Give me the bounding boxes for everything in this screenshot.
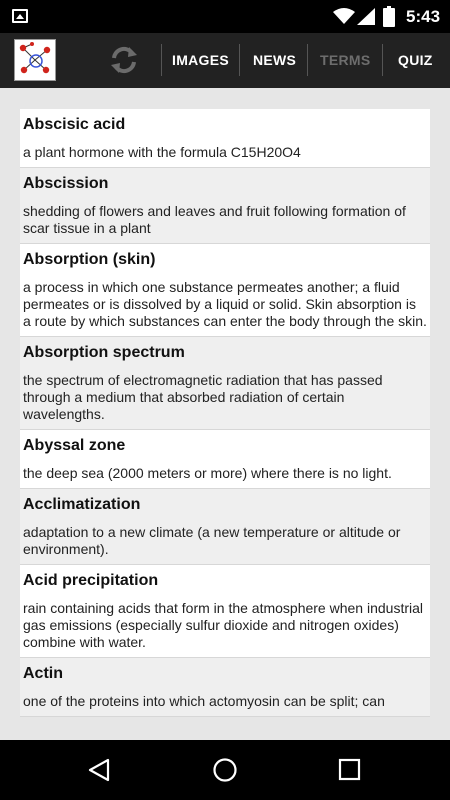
home-icon[interactable] [211, 757, 239, 785]
tab-divider [382, 44, 383, 76]
status-bar [0, 0, 450, 33]
term-definition: a plant hormone with the formula C15H20O4 [23, 144, 301, 160]
list-item[interactable] [20, 658, 430, 717]
action-bar [0, 33, 450, 88]
terms-list-view[interactable] [0, 88, 450, 740]
term-title: Absorption (skin) [23, 251, 156, 268]
term-title: Abyssal zone [23, 437, 126, 454]
term-title: Abscisic acid [23, 116, 126, 133]
term-definition: adaptation to a new climate (a new temperature or altitude or environment). [23, 524, 401, 557]
battery-icon [383, 6, 395, 27]
term-definition: rain containing acids that form in the atmosphere when industrial gas emissions (especially sulfur dioxide and nitrogen oxides) combine with water. [23, 600, 423, 650]
list-item[interactable] [20, 337, 430, 430]
refresh-icon[interactable] [108, 45, 140, 75]
tab-divider [161, 44, 162, 76]
term-definition: one of the proteins into which actomyosin can be split; can [23, 693, 385, 709]
list-item[interactable] [20, 430, 430, 489]
signal-icon [357, 8, 375, 25]
molecule-icon [15, 40, 55, 80]
term-title: Acclimatization [23, 496, 141, 513]
app-logo-icon[interactable] [14, 39, 56, 81]
recents-icon[interactable] [338, 757, 362, 783]
tab-divider [239, 44, 240, 76]
list-item[interactable] [20, 244, 430, 337]
term-definition: the spectrum of electromagnetic radiation that has passed through a medium that absorbed radiation of certain wavelengths. [23, 372, 383, 422]
term-definition: a process in which one substance permeates another; a fluid permeates or is dissolved by a liquid or solid. Skin absorption is a route by which substances can enter the body through the skin. [23, 279, 427, 329]
wifi-icon [333, 8, 355, 25]
term-title: Abscission [23, 175, 109, 192]
list-item[interactable] [20, 109, 430, 168]
term-title: Actin [23, 665, 63, 682]
navigation-bar [0, 740, 450, 800]
tab-divider [307, 44, 308, 76]
tab-images[interactable]: IMAGES [172, 52, 230, 68]
term-title: Absorption spectrum [23, 344, 185, 361]
terms-list [20, 109, 430, 717]
list-item[interactable] [20, 168, 430, 244]
term-definition: the deep sea (2000 meters or more) where there is no light. [23, 465, 392, 481]
status-time: 5:43 [406, 7, 441, 26]
picture-icon [12, 9, 28, 23]
term-definition: shedding of flowers and leaves and fruit following formation of scar tissue in a plant [23, 203, 406, 236]
list-item[interactable] [20, 489, 430, 565]
tab-terms[interactable]: TERMS [320, 52, 371, 68]
tab-news[interactable]: NEWS [253, 52, 297, 68]
list-item[interactable] [20, 565, 430, 658]
back-icon[interactable] [86, 757, 112, 783]
tab-quiz[interactable]: QUIZ [398, 52, 433, 68]
term-title: Acid precipitation [23, 572, 159, 589]
